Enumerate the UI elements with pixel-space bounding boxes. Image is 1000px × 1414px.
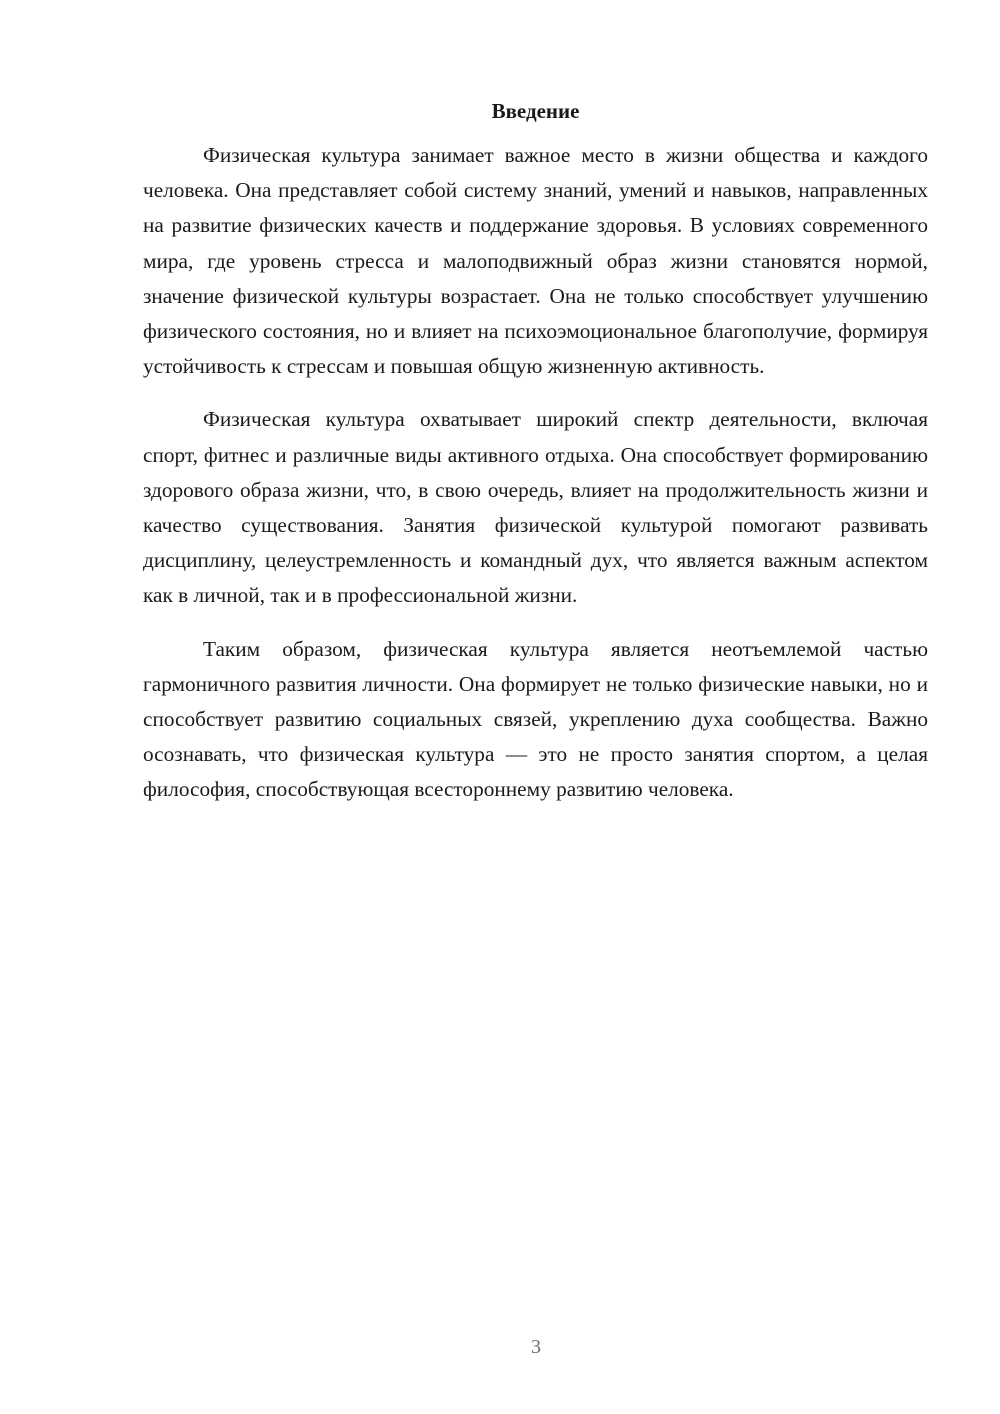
paragraph-1: Физическая культура занимает важное место в жизни общества и каждого человека. Она представляет собой систему знаний, умений и навыков, направленных на развитие физических качеств и поддержание здоровья. В условиях современного мира, где уровень стресса и малоподвижный образ жизни становятся нормой, значение физической культуры возрастает. Она не только способствует улучшению физического состояния, но и влияет на психоэмоциональное благополучие, формируя устойчивость к стрессам и повышая общую жизненную активность. (143, 143, 928, 379)
page-number: 3 (531, 1336, 541, 1358)
section-title: Введение (491, 99, 580, 123)
paragraph-2: Физическая культура охватывает широкий спектр деятельности, включая спорт, фитнес и различные виды активного отдыха. Она способствует формированию здорового образа жизни, что, в свою очередь, влияет на продолжительность жизни и качество существования. Занятия физической культурой помогают развивать дисциплину, целеустремленность и командный дух, что является важным аспектом как в личной, так и в профессиональной жизни. (143, 407, 928, 608)
paragraph-3: Таким образом, физическая культура является неотъемлемой частью гармоничного развития личности. Она формирует не только физические навыки, но и способствует развитию социальных связей, укреплению духа сообщества. Важно осознавать, что физическая культура — это не просто занятия спортом, а целая философия, способствующая всестороннему развитию человека. (143, 636, 928, 802)
page-content (143, 96, 928, 826)
